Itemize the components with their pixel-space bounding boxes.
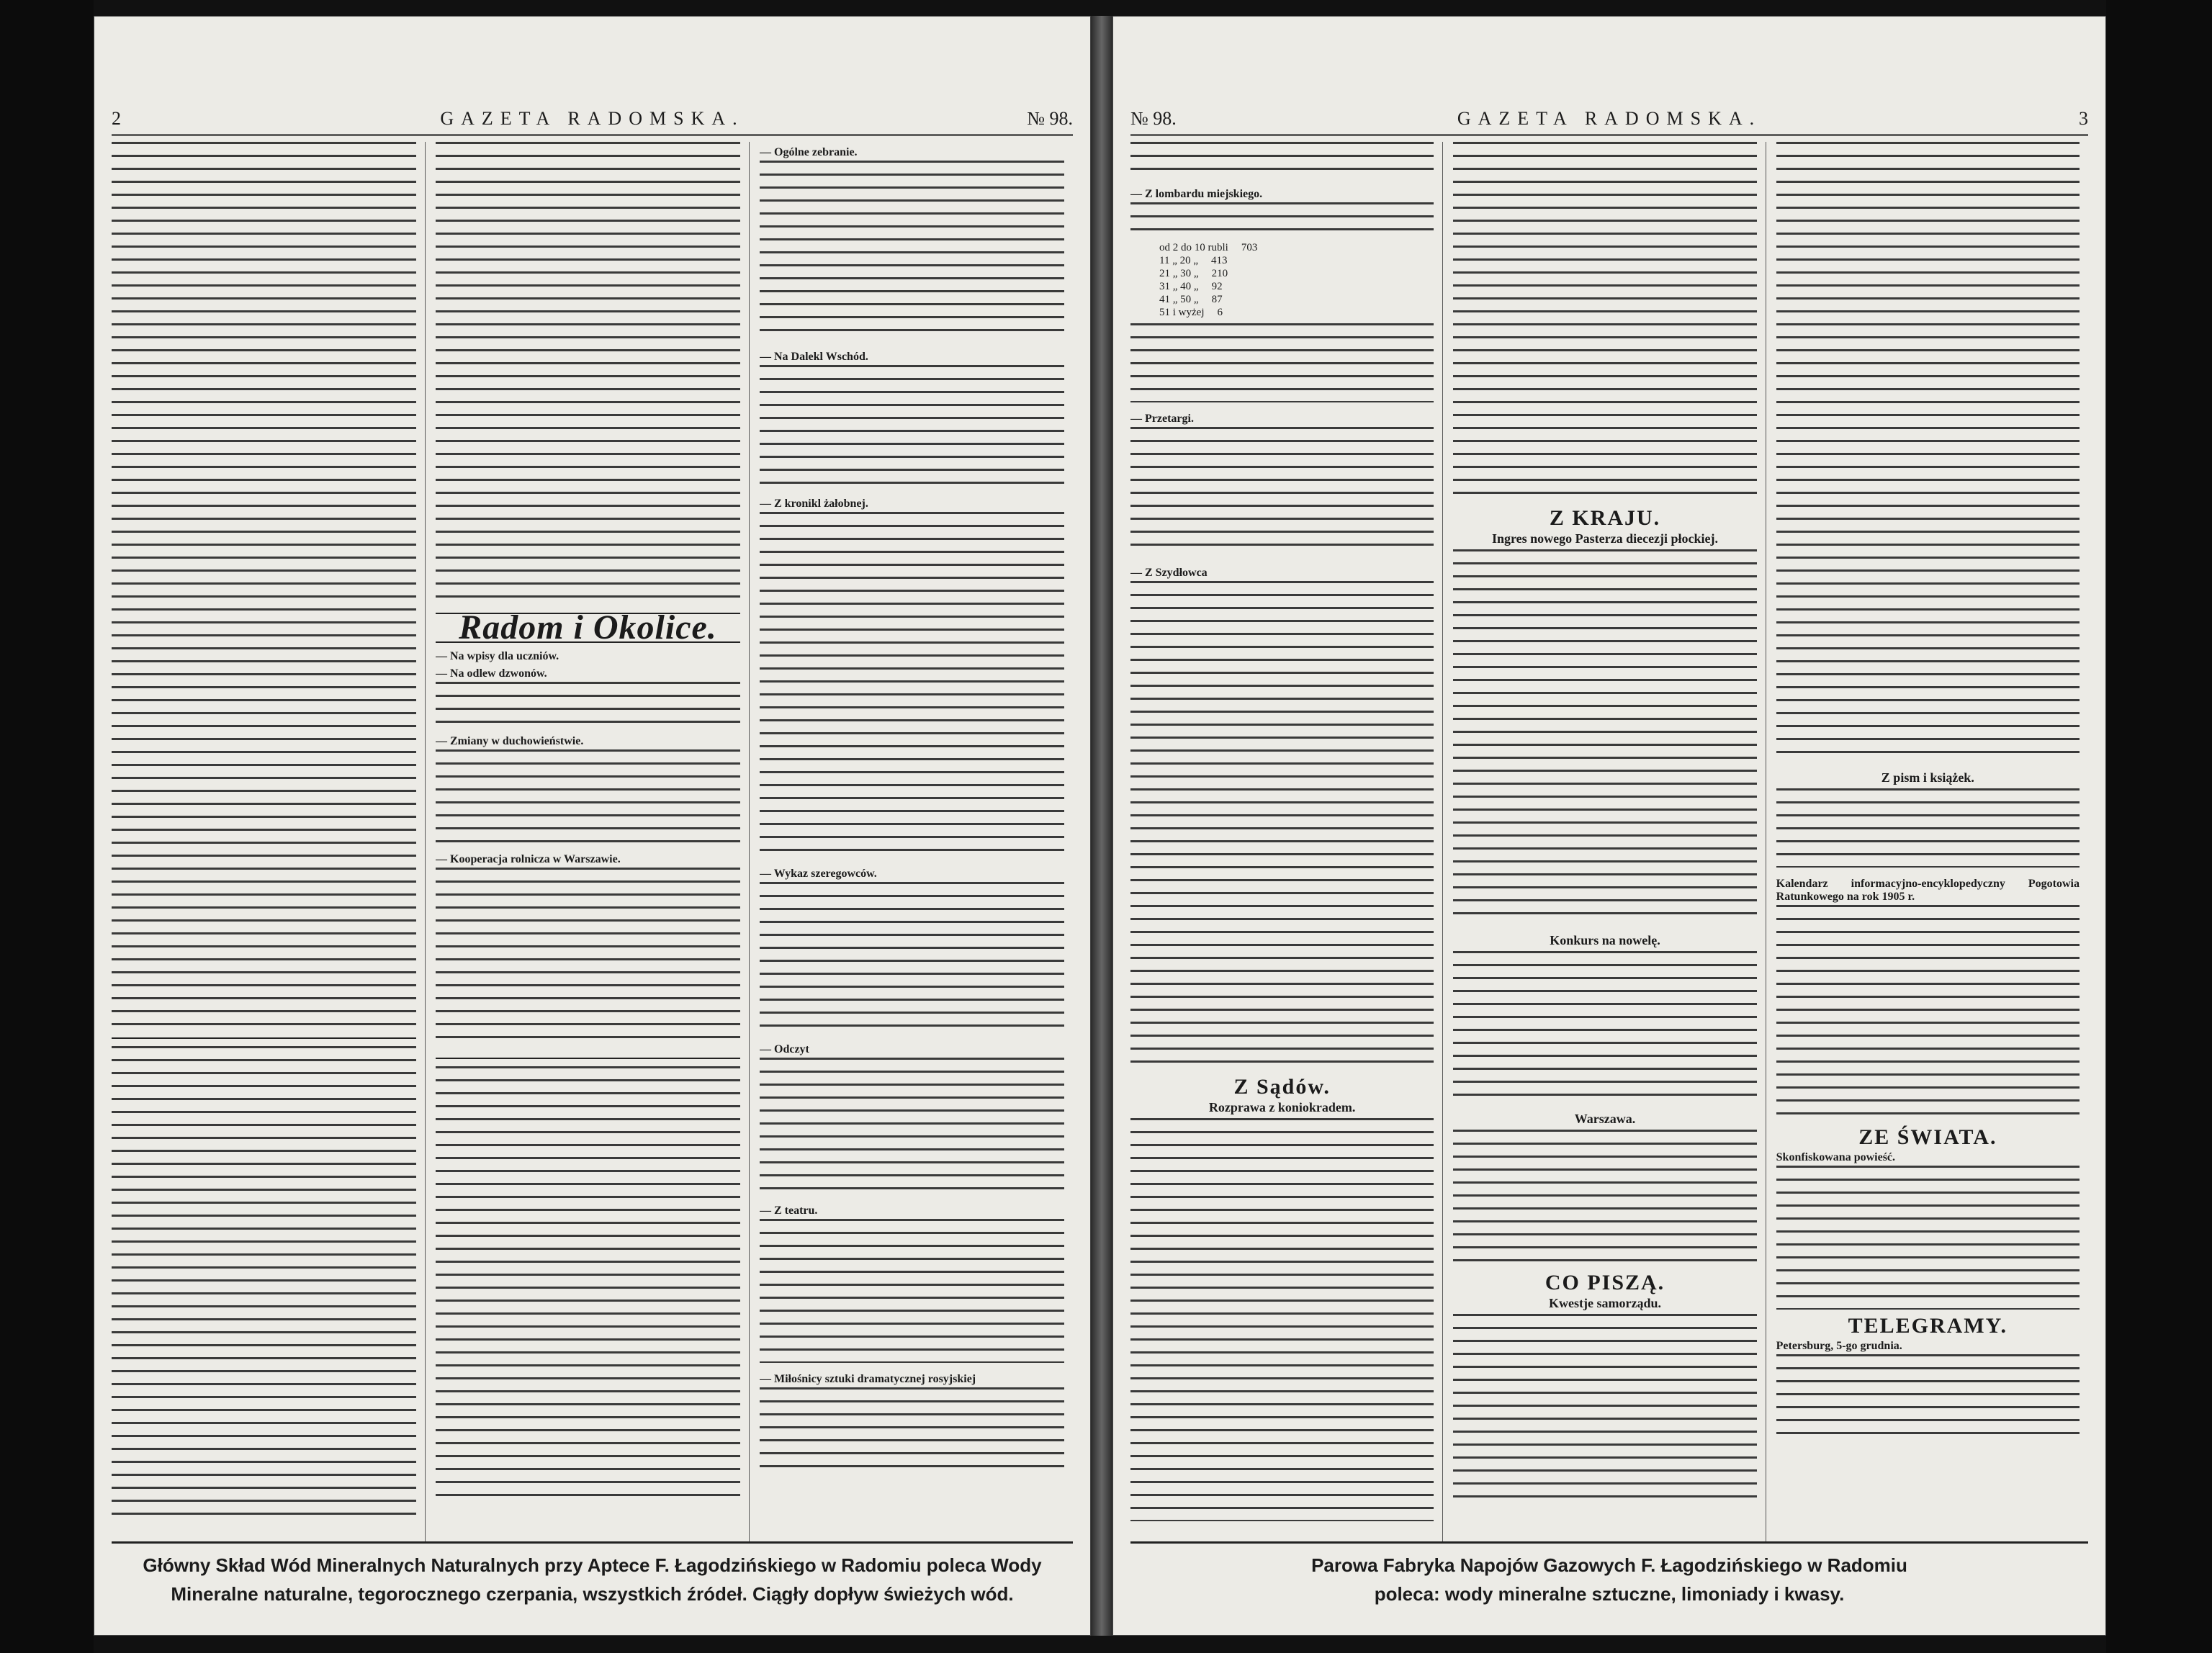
news-item-text <box>1130 142 1434 178</box>
newspaper-page-right <box>1112 16 2106 1636</box>
news-item-text <box>1130 202 1434 231</box>
news-item-text <box>436 682 740 725</box>
news-item-title: — Z teatru. <box>760 1204 818 1217</box>
column-1 <box>112 142 426 1542</box>
article-text <box>1776 788 2080 868</box>
divider <box>436 1058 740 1059</box>
news-item-text <box>760 882 1064 1033</box>
section-title-telegramy: TELEGRAMY. <box>1848 1314 2008 1338</box>
news-item-title: Petersburg, 5-go grudnia. <box>1776 1340 1902 1352</box>
news-item-title: — Odczyt <box>760 1043 809 1055</box>
article-text <box>1776 905 2080 1121</box>
feuilleton-text <box>112 1046 416 1521</box>
table-row: 51 i wyżej 6 <box>1159 307 1223 318</box>
section-title-kraj: Z KRAJU. <box>1549 506 1661 530</box>
page-number: 3 <box>2079 108 2088 129</box>
scan-border-left <box>0 0 94 1653</box>
column-1 <box>1130 142 1443 1542</box>
ad-line: Główny Skład Wód Mineralnych Naturalnych przy Aptece F. Łagodzińskiego w Radomiu poleca Wody <box>143 1554 1042 1576</box>
news-item-text <box>1130 427 1434 557</box>
article-text <box>1453 549 1756 924</box>
section-title-radom: Radom i Okolice. <box>436 613 740 643</box>
article-text <box>1776 1166 2080 1310</box>
news-item-title: — Z lombardu miejskiego. <box>1130 188 1263 200</box>
news-item-text <box>1130 323 1434 402</box>
article-text <box>1453 142 1756 502</box>
news-item-title: — Ogólne zebranie. <box>760 146 858 158</box>
scan-border-right <box>2106 0 2212 1653</box>
subsection-title: Warszawa. <box>1574 1112 1636 1126</box>
news-item-title: Kalendarz informacyjno-encyklopedyczny Pogotowia Ratunkowego na rok 1905 r. <box>1776 878 2080 903</box>
column-2 <box>436 142 750 1542</box>
news-item-title: — Miłośnicy sztuki dramatycznej rosyjskiej <box>760 1373 976 1385</box>
news-item-text <box>1130 581 1434 1071</box>
news-item-title: — Na odlew dzwonów. <box>436 667 547 680</box>
news-item-title: — Zmiany w duchowieństwie. <box>436 735 584 747</box>
newspaper-page-left <box>94 16 1091 1636</box>
advertisement-footer <box>1130 1541 2088 1623</box>
subsection-title: Konkurs na nowelę. <box>1550 933 1660 947</box>
column-3 <box>760 142 1073 1542</box>
news-item-title: — Wykaz szeregowców. <box>760 868 877 880</box>
article-text <box>1453 951 1756 1102</box>
newspaper-title: GAZETA RADOMSKA. <box>1457 108 1762 129</box>
page-header <box>1130 102 2088 136</box>
table-row: 21 „ 30 „ 210 <box>1159 268 1228 279</box>
table-row: 41 „ 50 „ 87 <box>1159 294 1223 305</box>
section-title-pisza: CO PISZĄ. <box>1545 1271 1665 1294</box>
subsection-title: Z pism i książek. <box>1881 770 1974 785</box>
article-text <box>1453 1314 1756 1501</box>
news-item-title: — Przetargi. <box>1130 413 1194 425</box>
news-item-text <box>760 1219 1064 1363</box>
ad-line: Parowa Fabryka Napojów Gazowych F. Łagodzińskiego w Radomiu <box>1311 1554 1907 1576</box>
issue-number: № 98. <box>1027 108 1073 129</box>
page-header <box>112 102 1073 136</box>
ad-line: poleca: wody mineralne sztuczne, limoniady i kwasy. <box>1374 1583 1845 1605</box>
divider <box>112 1037 416 1039</box>
table-row: 31 „ 40 „ 92 <box>1159 281 1223 292</box>
text-columns <box>112 142 1073 1542</box>
news-item-title: Skonfiskowana powieść. <box>1776 1151 1896 1163</box>
news-item-text <box>760 512 1064 857</box>
column-3 <box>1776 142 2088 1542</box>
news-item-text <box>760 1387 1064 1474</box>
section-title-sady: Z Sądów. <box>1233 1075 1331 1099</box>
subsection-title: Kwestje samorządu. <box>1549 1296 1661 1310</box>
article-text <box>112 142 416 1027</box>
feuilleton-text <box>436 1066 740 1498</box>
news-item-title: — Na Dalekl Wschód. <box>760 351 868 363</box>
news-item-title: — Z kronikl żałobnej. <box>760 497 868 510</box>
news-item-text <box>760 365 1064 487</box>
pawnshop-table <box>1159 241 1434 319</box>
article-text <box>1130 1118 1434 1521</box>
ad-line: Mineralne naturalne, tegorocznego czerpania, wszystkich źródeł. Ciągły dopływ świeżych wód. <box>171 1583 1014 1605</box>
advertisement-footer <box>112 1541 1073 1623</box>
article-text <box>1776 1354 2080 1441</box>
subsection-title: Ingres nowego Pasterza diecezji płockiej. <box>1491 531 1719 546</box>
column-2 <box>1453 142 1766 1542</box>
article-text <box>1453 1130 1756 1266</box>
news-item-title: — Na wpisy dla uczniów. <box>436 650 559 662</box>
news-item-title: — Z Szydłowca <box>1130 567 1208 579</box>
article-text <box>436 142 740 603</box>
news-item-text <box>760 1058 1064 1194</box>
news-item-title: — Kooperacja rolnicza w Warszawie. <box>436 853 621 865</box>
issue-number: № 98. <box>1130 108 1177 129</box>
article-text <box>1776 142 2080 761</box>
news-item-text <box>436 749 740 843</box>
book-gutter <box>1091 16 1112 1636</box>
news-item-text <box>760 161 1064 341</box>
news-item-text <box>436 868 740 1048</box>
table-row: od 2 do 10 rubli 703 <box>1159 242 1258 253</box>
subsection-title: Rozprawa z koniokradem. <box>1208 1100 1356 1114</box>
newspaper-title: GAZETA RADOMSKA. <box>440 108 745 129</box>
text-columns <box>1130 142 2088 1542</box>
page-number: 2 <box>112 108 121 129</box>
table-row: 11 „ 20 „ 413 <box>1159 255 1228 266</box>
section-title-swiata: ZE ŚWIATA. <box>1858 1125 1997 1149</box>
